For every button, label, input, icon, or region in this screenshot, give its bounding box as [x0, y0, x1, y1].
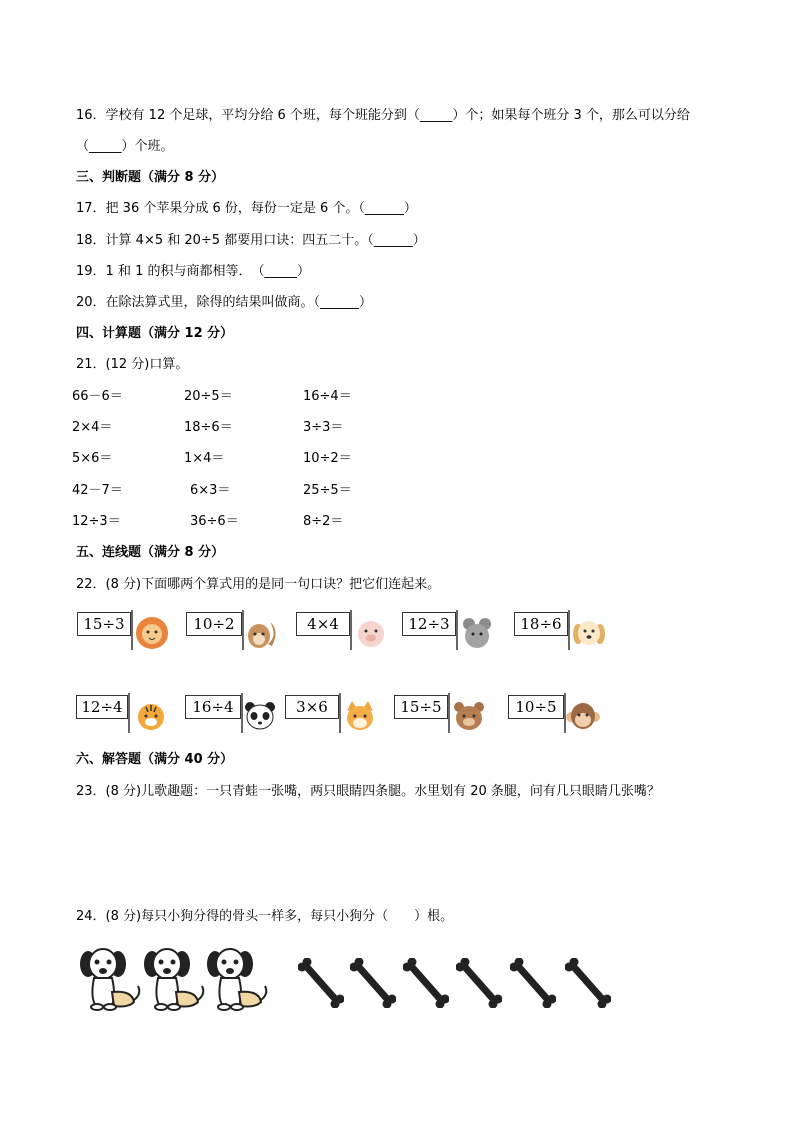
calc-item: 8÷2＝ — [303, 514, 344, 529]
calc-item: 20÷5＝ — [184, 389, 233, 404]
panda-icon — [243, 699, 277, 733]
dog-icon — [140, 942, 206, 1012]
calc-item: 6×3＝ — [190, 483, 231, 498]
bone-icon — [510, 958, 556, 1008]
calc-item: 16÷4＝ — [303, 389, 352, 404]
calc-item: 18÷6＝ — [184, 420, 233, 435]
section-4-heading: 四、计算题（满分 12 分） — [76, 326, 234, 341]
dog-icon — [76, 942, 142, 1012]
match-card[interactable] — [185, 693, 281, 733]
question-22: 22．(8 分)下面哪两个算式用的是同一句口诀？把它们连起来。 — [76, 577, 441, 592]
calc-item: 66－6＝ — [72, 389, 123, 404]
mouse-icon — [460, 616, 494, 650]
calc-item: 5×6＝ — [72, 451, 113, 466]
expression-sign: 15÷3 — [77, 612, 131, 636]
match-card[interactable] — [77, 610, 173, 650]
expression-sign: 10÷5 — [508, 695, 564, 719]
monkey-icon — [566, 699, 600, 733]
shiba-icon — [343, 699, 377, 733]
dog-icon — [572, 616, 606, 650]
expression-sign: 12÷4 — [76, 695, 128, 719]
match-card[interactable] — [514, 610, 610, 650]
expression-sign: 15÷5 — [394, 695, 448, 719]
dog-icon — [203, 942, 269, 1012]
question-24: 24．(8 分)每只小狗分得的骨头一样多，每只小狗分（ ）根。 — [76, 909, 454, 924]
expression-sign: 12÷3 — [402, 612, 456, 636]
match-card[interactable] — [285, 693, 381, 733]
expression-sign: 16÷4 — [185, 695, 241, 719]
question-19: 19．1 和 1 的积与商都相等． （_____） — [76, 264, 310, 279]
question-16-line-2: （_____）个班。 — [76, 139, 174, 154]
match-card[interactable] — [296, 610, 390, 650]
question-20: 20．在除法算式里，除得的结果叫做商。（______） — [76, 295, 373, 310]
question-18: 18．计算 4×5 和 20÷5 都要用口诀：四五二十。（______） — [76, 233, 426, 248]
calc-item: 10÷2＝ — [303, 451, 352, 466]
expression-sign: 10÷2 — [186, 612, 242, 636]
expression-sign: 4×4 — [296, 612, 350, 636]
bone-icon — [565, 958, 611, 1008]
expression-sign: 18÷6 — [514, 612, 568, 636]
bone-icon — [456, 958, 502, 1008]
bone-icon — [350, 958, 396, 1008]
calc-item: 25÷5＝ — [303, 483, 352, 498]
section-5-heading: 五、连线题（满分 8 分） — [76, 545, 225, 560]
calc-item: 42－7＝ — [72, 483, 123, 498]
calc-item: 36÷6＝ — [190, 514, 239, 529]
match-card[interactable] — [76, 693, 172, 733]
bear-icon — [452, 699, 486, 733]
match-card[interactable] — [402, 610, 496, 650]
calc-item: 2×4＝ — [72, 420, 113, 435]
question-16-line-1: 16．学校有 12 个足球，平均分给 6 个班，每个班能分到（_____）个；如果每个班分 3 个，那么可以分给 — [76, 108, 690, 123]
match-card[interactable] — [186, 610, 282, 650]
calc-item: 1×4＝ — [184, 451, 225, 466]
lion-icon — [135, 616, 169, 650]
match-card[interactable] — [508, 693, 604, 733]
tiger-icon — [134, 699, 168, 733]
expression-sign: 3×6 — [285, 695, 339, 719]
question-23: 23．(8 分)儿歌趣题：一只青蛙一张嘴，两只眼睛四条腿。水里划有 20 条腿，问有几只眼睛几张嘴？ — [76, 784, 660, 799]
bone-icon — [298, 958, 344, 1008]
question-17: 17．把 36 个苹果分成 6 份，每份一定是 6 个。（______） — [76, 201, 417, 216]
section-6-heading: 六、解答题（满分 40 分） — [76, 752, 234, 767]
pig-icon — [354, 616, 388, 650]
bone-icon — [403, 958, 449, 1008]
calc-item: 12÷3＝ — [72, 514, 121, 529]
match-card[interactable] — [394, 693, 490, 733]
question-21: 21．(12 分)口算。 — [76, 357, 189, 372]
calc-item: 3÷3＝ — [303, 420, 344, 435]
section-3-heading: 三、判断题（满分 8 分） — [76, 170, 225, 185]
squirrel-icon — [244, 616, 278, 650]
